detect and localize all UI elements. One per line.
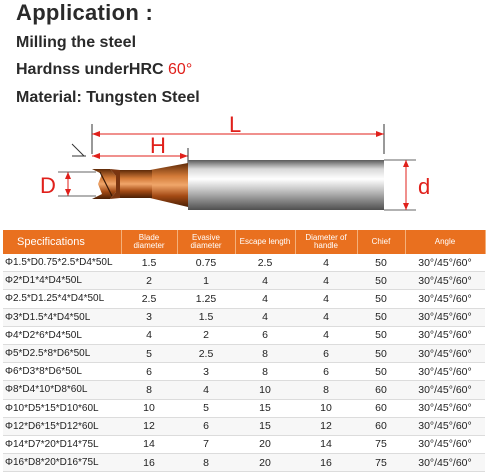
cell-handle-diameter: 4: [295, 254, 357, 272]
cell-chief: 50: [357, 254, 405, 272]
cell-evasive-diameter: 2.5: [177, 344, 235, 362]
cell-handle-diameter: 6: [295, 344, 357, 362]
cell-chief: 50: [357, 290, 405, 308]
table-row: [3, 454, 485, 472]
table-row: [3, 254, 485, 272]
feature-material: Material: Tungsten Steel: [16, 89, 200, 106]
header-escape-length: Escape length: [235, 230, 295, 254]
cell-angle: 30°/45°/60°: [405, 381, 485, 399]
header-angle: Angle: [405, 230, 485, 254]
blade-diameter-dimension: [40, 144, 96, 198]
table-row: [3, 399, 485, 417]
cell-escape-length: 15: [235, 417, 295, 435]
cell-escape-length: 8: [235, 363, 295, 381]
cell-blade-diameter: 1.5: [121, 254, 177, 272]
label-D: D: [40, 173, 56, 198]
cell-escape-length: 6: [235, 326, 295, 344]
hardness-value: 60°: [168, 61, 193, 78]
shank-diameter-dimension: [384, 160, 430, 210]
cell-handle-diameter: 4: [295, 290, 357, 308]
cell-blade-diameter: 12: [121, 417, 177, 435]
cell-handle-diameter: 8: [295, 381, 357, 399]
table-row: [3, 363, 485, 381]
cell-escape-length: 20: [235, 435, 295, 453]
label-H: H: [150, 133, 166, 158]
cell-angle: 30°/45°/60°: [405, 308, 485, 326]
cell-chief: 75: [357, 435, 405, 453]
cell-evasive-diameter: 5: [177, 399, 235, 417]
cell-evasive-diameter: 8: [177, 454, 235, 472]
table-row: [3, 272, 485, 290]
cell-evasive-diameter: 0.75: [177, 254, 235, 272]
cell-spec: Φ10*D5*15*D10*60L: [3, 399, 121, 417]
cell-spec: Φ4*D2*6*D4*50L: [3, 326, 121, 344]
cell-chief: 60: [357, 399, 405, 417]
header-blade-diameter: Blade diameter: [121, 230, 177, 254]
hardness-label: Hardnss underHRC: [16, 61, 169, 78]
table-row: [3, 381, 485, 399]
cell-spec: Φ1.5*D0.75*2.5*D4*50L: [3, 254, 121, 272]
cell-evasive-diameter: 1.25: [177, 290, 235, 308]
cell-chief: 50: [357, 344, 405, 362]
cell-angle: 30°/45°/60°: [405, 399, 485, 417]
table-header-row: [3, 230, 485, 254]
cell-chief: 50: [357, 326, 405, 344]
cell-handle-diameter: 4: [295, 272, 357, 290]
cell-spec: Φ6*D3*8*D6*50L: [3, 363, 121, 381]
cell-blade-diameter: 14: [121, 435, 177, 453]
feature-hardness: [16, 61, 192, 79]
tool-diagram: [0, 112, 488, 230]
cell-evasive-diameter: 6: [177, 417, 235, 435]
header-handle-diameter: Diameter of handle: [295, 230, 357, 254]
cell-chief: 60: [357, 417, 405, 435]
table-row: [3, 308, 485, 326]
specifications-table: [3, 230, 486, 472]
cell-angle: 30°/45°/60°: [405, 363, 485, 381]
cell-chief: 50: [357, 308, 405, 326]
cell-spec: Φ5*D2.5*8*D6*50L: [3, 344, 121, 362]
table-row: [3, 435, 485, 453]
cell-escape-length: 4: [235, 308, 295, 326]
label-L: L: [229, 112, 242, 137]
cell-spec: Φ14*D7*20*D14*75L: [3, 435, 121, 453]
cell-escape-length: 4: [235, 272, 295, 290]
header-evasive-diameter: Evasive diameter: [177, 230, 235, 254]
cell-angle: 30°/45°/60°: [405, 326, 485, 344]
page-title: Application :: [16, 0, 154, 25]
table-row: [3, 344, 485, 362]
cell-escape-length: 4: [235, 290, 295, 308]
table-row: [3, 417, 485, 435]
cell-evasive-diameter: 7: [177, 435, 235, 453]
cell-blade-diameter: 4: [121, 326, 177, 344]
cell-escape-length: 10: [235, 381, 295, 399]
cell-angle: 30°/45°/60°: [405, 272, 485, 290]
end-mill-tool: [92, 160, 384, 210]
cell-handle-diameter: 16: [295, 454, 357, 472]
cell-spec: Φ2*D1*4*D4*50L: [3, 272, 121, 290]
table-row: [3, 290, 485, 308]
cell-evasive-diameter: 2: [177, 326, 235, 344]
cell-evasive-diameter: 1: [177, 272, 235, 290]
cell-handle-diameter: 14: [295, 435, 357, 453]
cell-handle-diameter: 10: [295, 399, 357, 417]
header-chief: Chief: [357, 230, 405, 254]
cell-spec: Φ8*D4*10*D8*60L: [3, 381, 121, 399]
label-d: d: [418, 174, 431, 199]
cell-blade-diameter: 3: [121, 308, 177, 326]
feature-application: Milling the steel: [16, 34, 137, 51]
cell-blade-diameter: 5: [121, 344, 177, 362]
cell-blade-diameter: 2.5: [121, 290, 177, 308]
cell-chief: 75: [357, 454, 405, 472]
cell-spec: Φ2.5*D1.25*4*D4*50L: [3, 290, 121, 308]
head-length-dimension: [92, 133, 188, 166]
cell-angle: 30°/45°/60°: [405, 344, 485, 362]
cell-handle-diameter: 4: [295, 326, 357, 344]
cell-spec: Φ3*D1.5*4*D4*50L: [3, 308, 121, 326]
cell-evasive-diameter: 4: [177, 381, 235, 399]
cell-chief: 60: [357, 381, 405, 399]
cell-evasive-diameter: 3: [177, 363, 235, 381]
table-row: [3, 326, 485, 344]
cell-blade-diameter: 6: [121, 363, 177, 381]
cell-chief: 50: [357, 272, 405, 290]
cell-blade-diameter: 2: [121, 272, 177, 290]
cell-spec: Φ12*D6*15*D12*60L: [3, 417, 121, 435]
table-body: [3, 254, 485, 472]
cell-angle: 30°/45°/60°: [405, 454, 485, 472]
cell-blade-diameter: 8: [121, 381, 177, 399]
cell-angle: 30°/45°/60°: [405, 290, 485, 308]
cell-handle-diameter: 4: [295, 308, 357, 326]
cell-spec: Φ16*D8*20*D16*75L: [3, 454, 121, 472]
cell-evasive-diameter: 1.5: [177, 308, 235, 326]
cell-blade-diameter: 10: [121, 399, 177, 417]
cell-angle: 30°/45°/60°: [405, 435, 485, 453]
cell-escape-length: 20: [235, 454, 295, 472]
cell-escape-length: 2.5: [235, 254, 295, 272]
cell-escape-length: 15: [235, 399, 295, 417]
cell-angle: 30°/45°/60°: [405, 417, 485, 435]
cell-blade-diameter: 16: [121, 454, 177, 472]
length-dimension: [92, 112, 384, 154]
header-specifications: Specifications: [3, 230, 121, 254]
cell-angle: 30°/45°/60°: [405, 254, 485, 272]
cell-handle-diameter: 12: [295, 417, 357, 435]
cell-handle-diameter: 6: [295, 363, 357, 381]
cell-escape-length: 8: [235, 344, 295, 362]
cell-chief: 50: [357, 363, 405, 381]
